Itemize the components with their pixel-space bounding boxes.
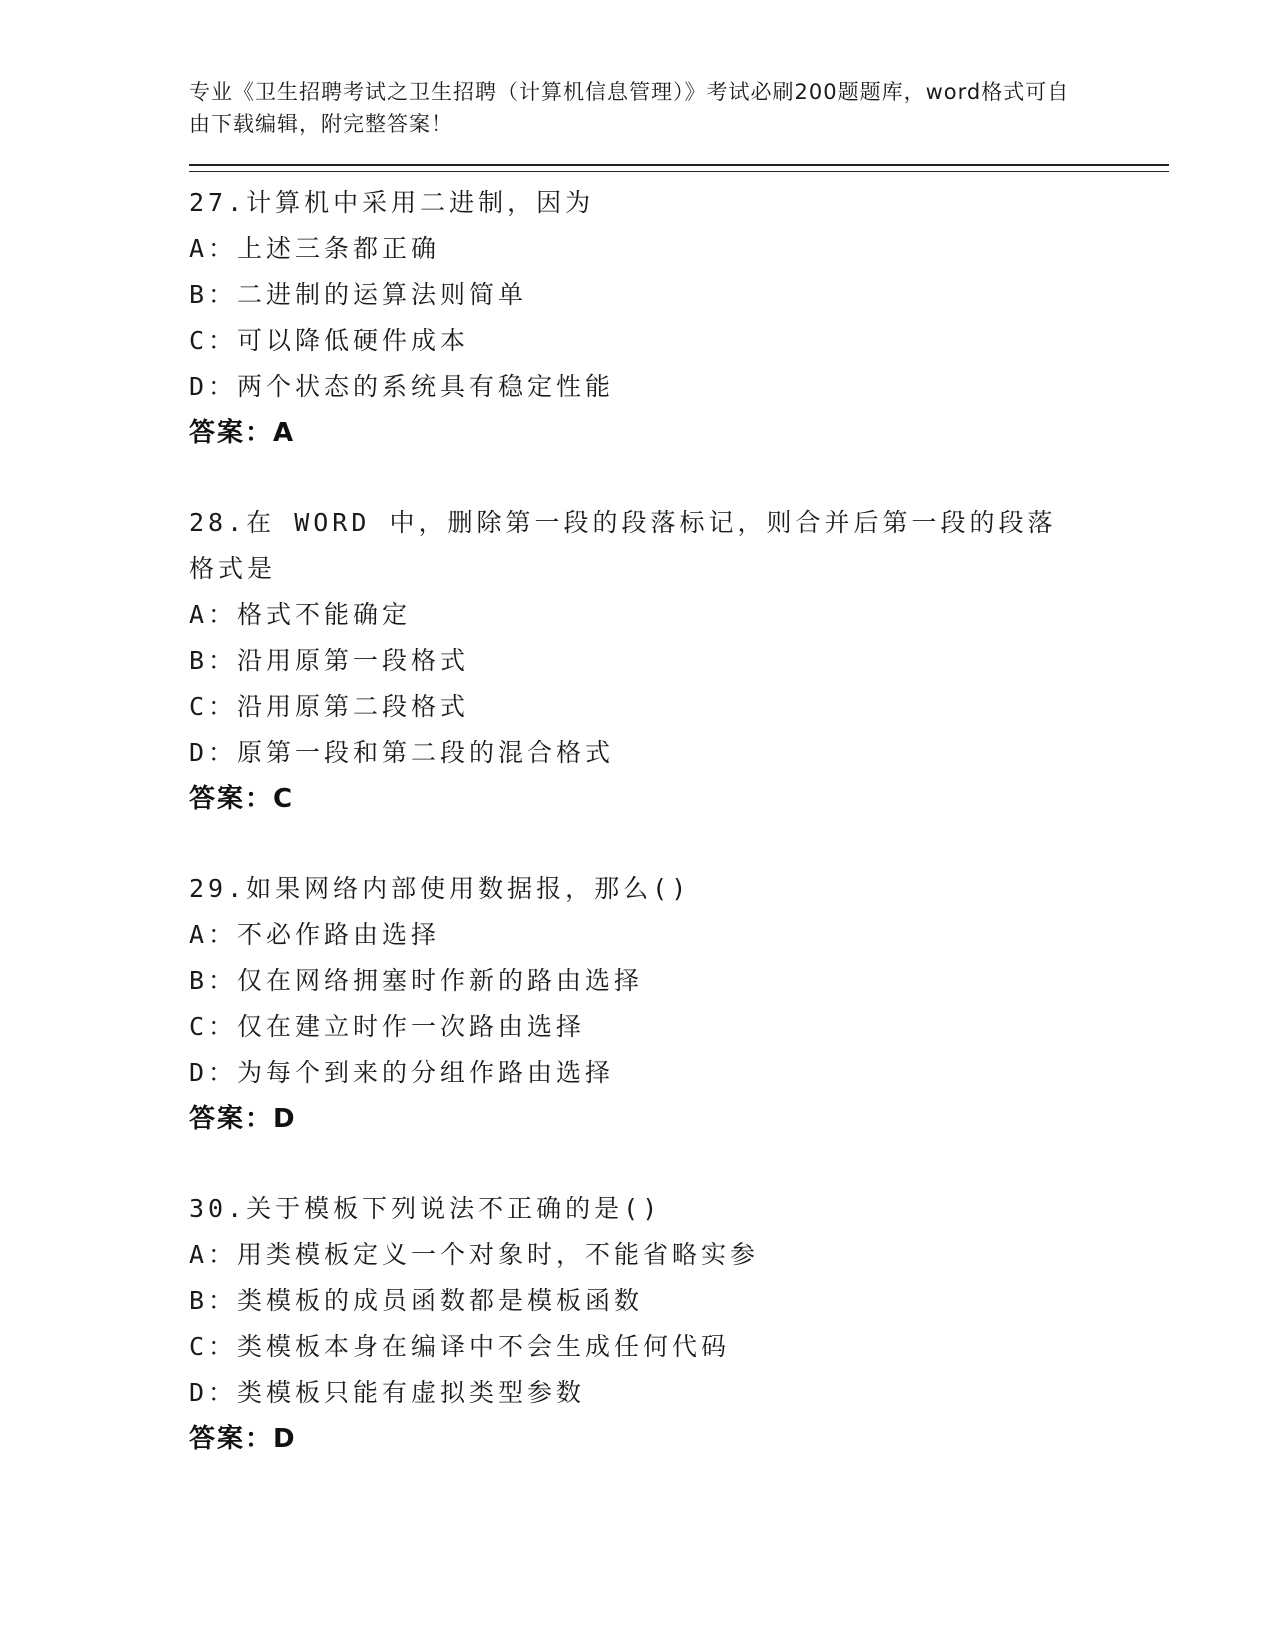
answer-line: 答案：D [189,1104,297,1134]
question-item [189,866,1169,1142]
question-text: 29.如果网络内部使用数据报，那么() [189,874,691,903]
option-c: C：仅在建立时作一次路由选择 [189,1012,586,1041]
option-a: A：不必作路由选择 [189,920,441,949]
option-b: B：沿用原第一段格式 [189,646,470,675]
answer-line: 答案：A [189,418,296,448]
question-item [189,1186,1169,1462]
question-text: 30.关于模板下列说法不正确的是() [189,1194,662,1223]
option-c: C：可以降低硬件成本 [189,326,470,355]
option-b: B：仅在网络拥塞时作新的路由选择 [189,966,644,995]
option-d: D：两个状态的系统具有稳定性能 [189,372,615,401]
document-page [189,76,1169,1506]
option-a: A：用类模板定义一个对象时，不能省略实参 [189,1240,760,1269]
option-c: C：类模板本身在编译中不会生成任何代码 [189,1332,731,1361]
option-a: A：上述三条都正确 [189,234,441,263]
option-b: B：二进制的运算法则简单 [189,280,528,309]
answer-line: 答案：D [189,1424,297,1454]
question-list [189,180,1169,1462]
option-d: D：原第一段和第二段的混合格式 [189,738,615,767]
header-divider [189,164,1169,172]
answer-line: 答案：C [189,784,295,814]
option-b: B：类模板的成员函数都是模板函数 [189,1286,644,1315]
question-item [189,500,1169,822]
question-text: 28.在 WORD 中，删除第一段的段落标记，则合并后第一段的段落格式是 [189,508,1057,583]
question-text: 27.计算机中采用二进制，因为 [189,188,595,217]
option-d: D：类模板只能有虚拟类型参数 [189,1378,586,1407]
option-c: C：沿用原第二段格式 [189,692,470,721]
question-item [189,180,1169,456]
document-header: 专业《卫生招聘考试之卫生招聘（计算机信息管理）》考试必刷200题题库，word格式可自由下载编辑，附完整答案！ [189,80,1070,136]
option-a: A：格式不能确定 [189,600,412,629]
option-d: D：为每个到来的分组作路由选择 [189,1058,615,1087]
